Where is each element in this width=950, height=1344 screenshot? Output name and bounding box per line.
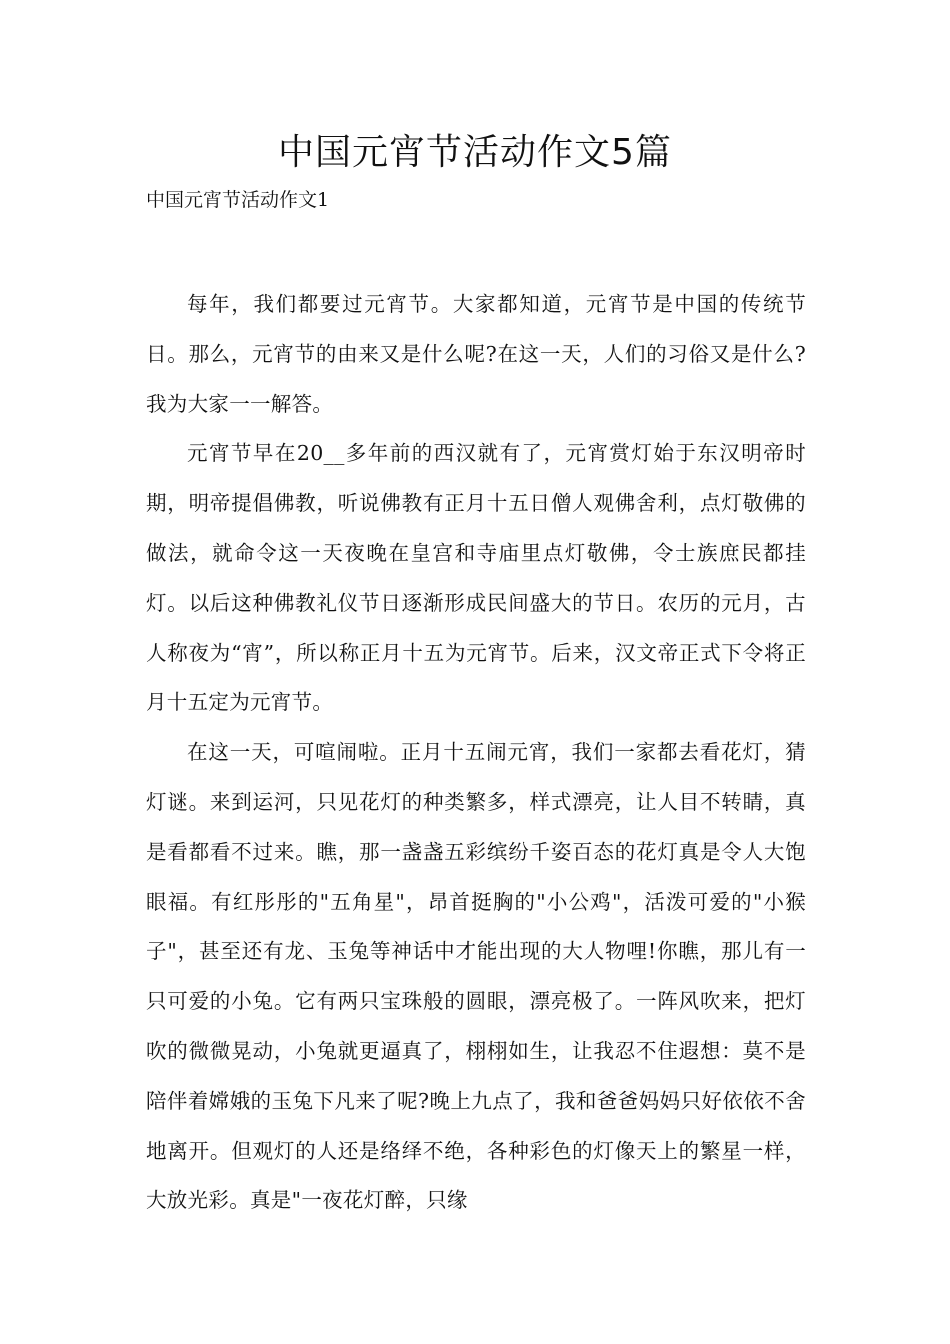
- essay-body: [146, 280, 806, 1226]
- document-title: 中国元宵节活动作文5篇: [278, 132, 672, 173]
- paragraph-3: 在这一天，可喧闹啦。正月十五闹元宵，我们一家都去看花灯，猜灯谜。来到运河，只见花灯的种类繁多，样式漂亮，让人目不转睛，真是看都看不过来。瞧，那一盏盏五彩缤纷千姿百态的花灯真是令人大饱眼福。有红彤彤的"五角星"，昂首挺胸的"小公鸡"，活泼可爱的"小猴子"，甚至还有龙、玉兔等神话中才能出现的大人物哩!你瞧，那儿有一只可爱的小兔。它有两只宝珠般的圆眼，漂亮极了。一阵风吹来，把灯吹的微微晃动，小兔就更逼真了，栩栩如生，让我忍不住遐想：莫不是陪伴着嫦娥的玉兔下凡来了呢?晚上九点了，我和爸爸妈妈只好依依不舍地离开。但观灯的人还是络绎不绝，各种彩色的灯像天上的繁星一样，大放光彩。真是"一夜花灯醉，只缘: [146, 740, 806, 1213]
- paragraph-1: 每年，我们都要过元宵节。大家都知道，元宵节是中国的传统节日。那么，元宵节的由来又是什么呢?在这一天，人们的习俗又是什么?我为大家一一解答。: [146, 292, 806, 416]
- paragraph-2: 元宵节早在20__多年前的西汉就有了，元宵赏灯始于东汉明帝时期，明帝提倡佛教，听说佛教有正月十五日僧人观佛舍利，点灯敬佛的做法，就命令这一天夜晚在皇宫和寺庙里点灯敬佛，令士族庶民都挂灯。以后这种佛教礼仪节日逐渐形成民间盛大的节日。农历的元月，古人称夜为“宵”，所以称正月十五为元宵节。后来，汉文帝正式下令将正月十五定为元宵节。: [146, 441, 806, 715]
- section-subtitle: 中国元宵节活动作文1: [146, 189, 330, 211]
